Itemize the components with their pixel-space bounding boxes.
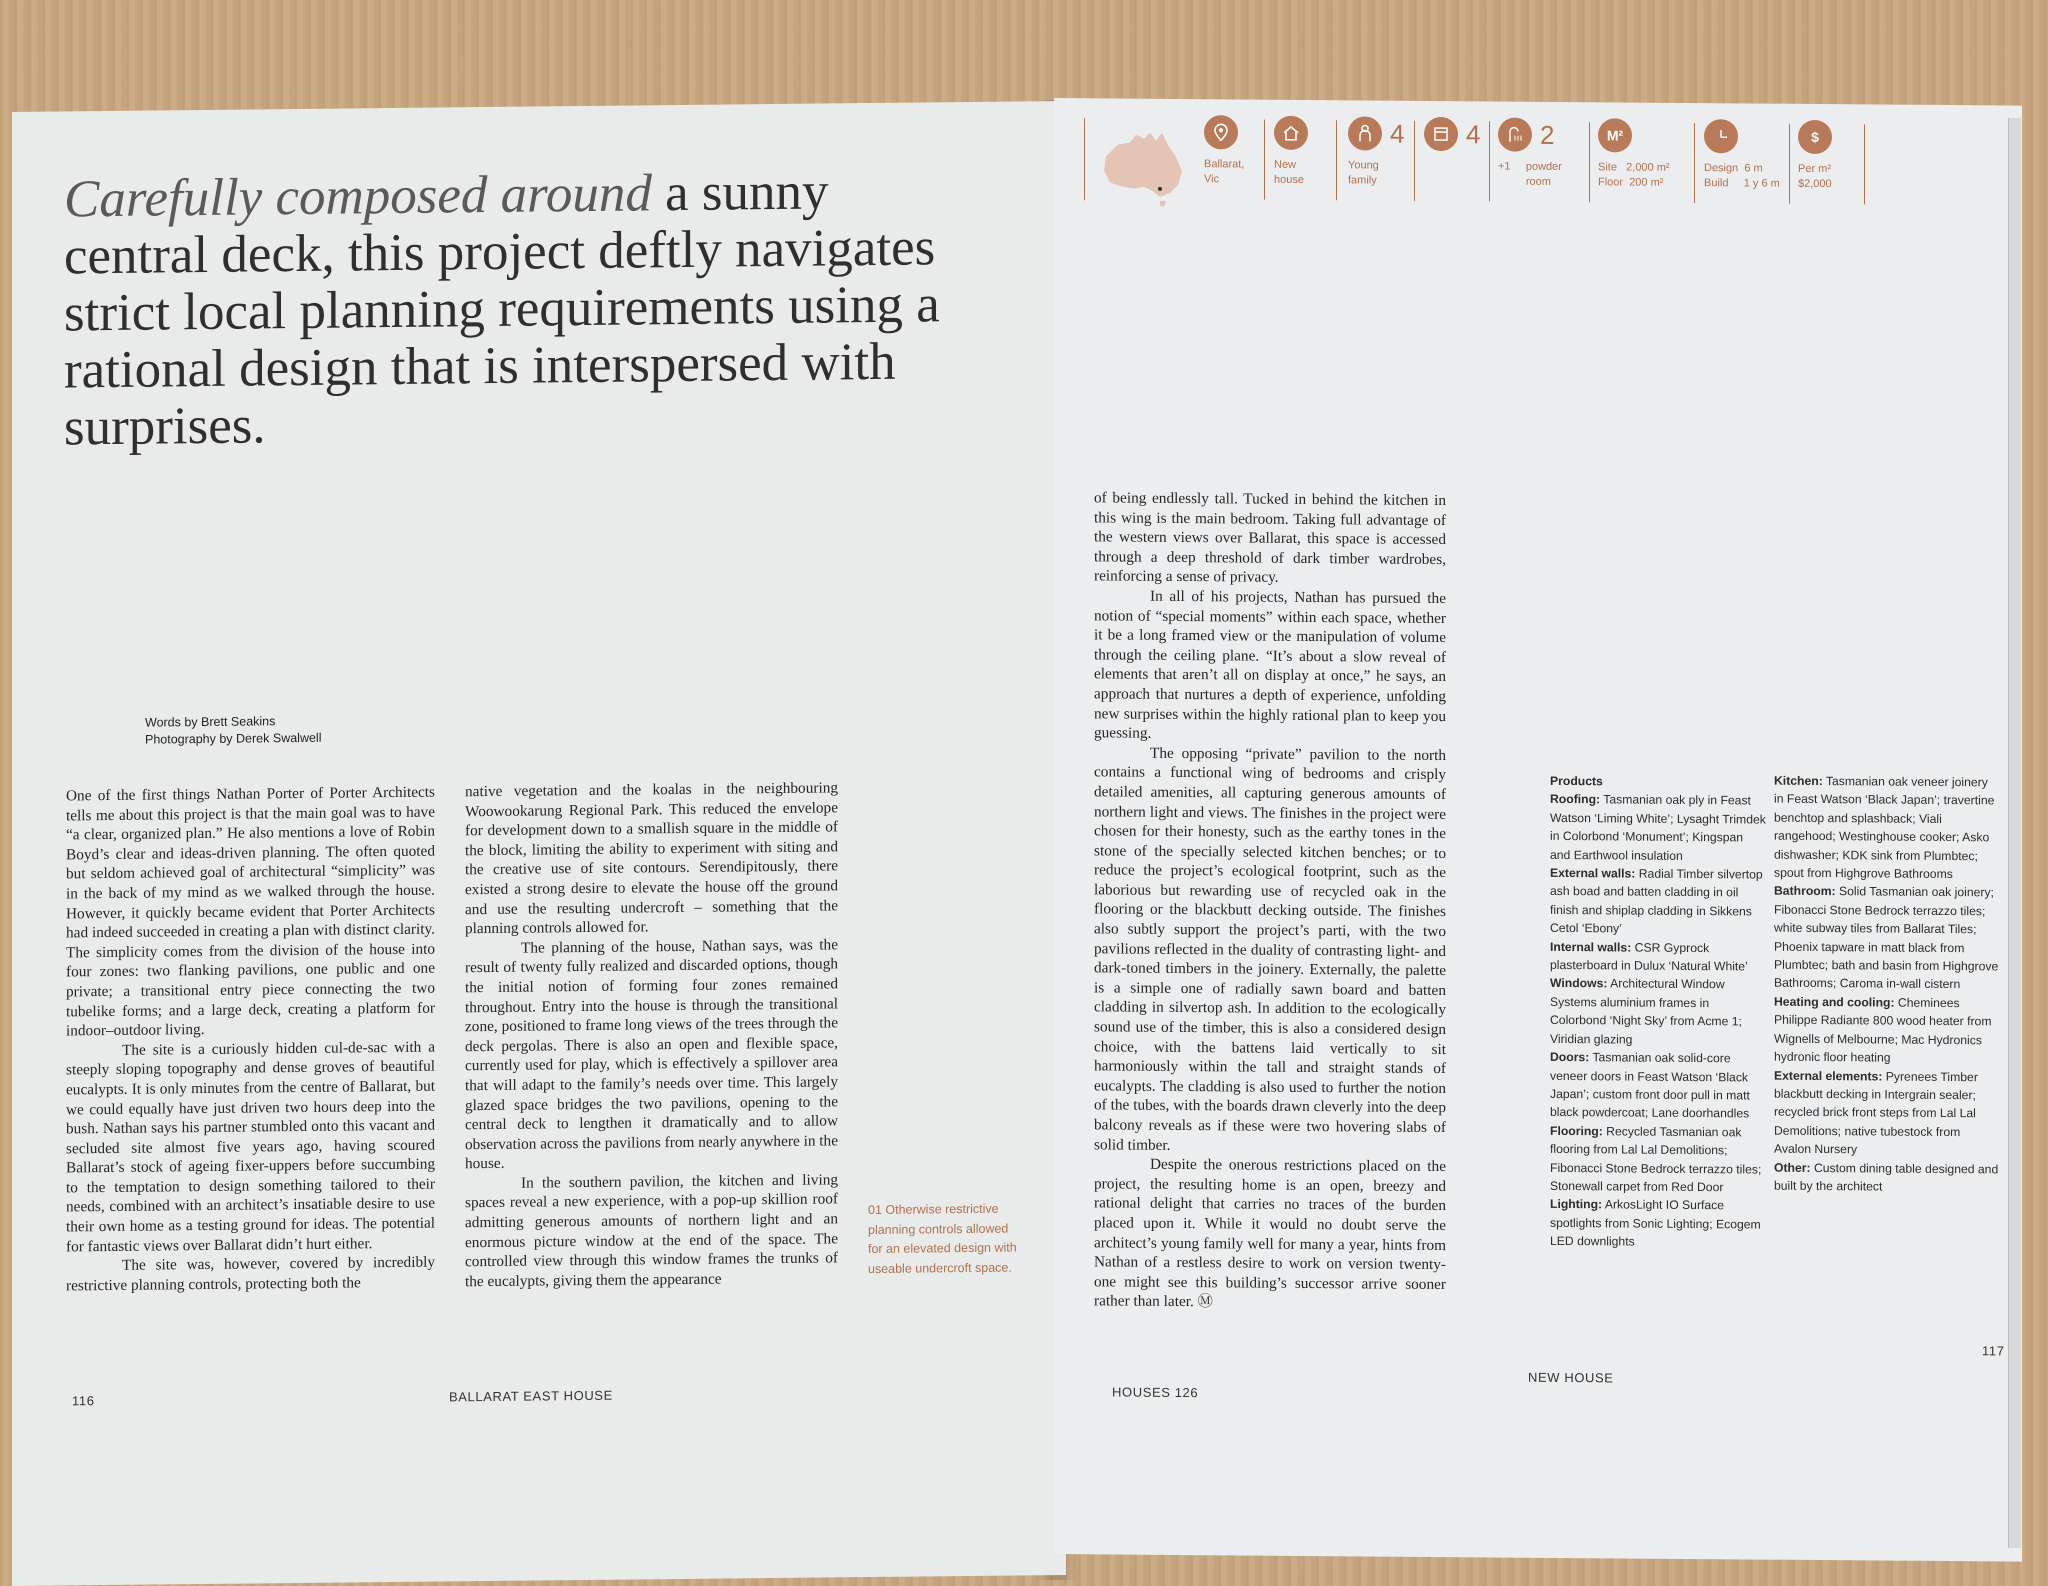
time-values xyxy=(1704,161,1794,192)
cost-fact xyxy=(1798,120,1868,201)
floor-area xyxy=(1598,175,1688,191)
person-icon xyxy=(1348,116,1382,150)
page-number: 116 xyxy=(72,1393,95,1408)
page-edges xyxy=(2008,118,2021,1548)
product-text: Tasmanian oak solid-core veneer doors in Feast Watson ‘Black Japan’; custom front door pull in matt black powdercoat; Lane doorhandles xyxy=(1550,1050,1750,1120)
site-area xyxy=(1598,160,1688,176)
running-title: BALLARAT EAST HOUSE xyxy=(449,1388,613,1405)
product-text: Custom dining table designed and built by the architect xyxy=(1774,1160,1998,1193)
paragraph: The opposing “private” pavilion to the north contains a functional wing of bedrooms and crisply detailed amenities, all capturing generous amounts of northern light and views. The finishes in the project were chosen for their honesty, such as the earthy tones in the stone of the specially selected kitchen benches; or to reduce the project’s ecological footprint, such as the laborious but rewarding use of recycled oak in the flooring or the blackbutt decking outside. The finishes also subtly support the project’s parti, with the two pavilions reflected in the duality of contrasting light- and dark-toned timbers in the joinery. Externally, the palette is a simple one of radially sawn board and batten cladding in silvertop ash. In addition to the ecologically sound use of the timber, this is also a considered design choice, with the battens laid vertically to sit harmoniously within the tall and straight stands of eucalypts. The cladding is also used to further the notion of the tubes, with the boards drawn cleverly into the deep balcony reveals as if these were two hovering slabs of solid timber. xyxy=(1094,743,1446,1157)
build-value: 1 y 6 m xyxy=(1744,177,1780,189)
product-entry xyxy=(1774,772,2000,884)
bathrooms-extra xyxy=(1498,159,1578,190)
occupants-fact xyxy=(1348,116,1408,196)
occupants-label: Young family xyxy=(1348,158,1388,188)
floor-value: 200 m² xyxy=(1629,177,1663,189)
product-entry xyxy=(1774,882,2000,994)
cost-label: Per m² xyxy=(1798,162,1868,178)
location-pin-icon xyxy=(1204,115,1238,149)
bathrooms-count: 2 xyxy=(1540,120,1554,151)
product-text: CSR Gyprock plasterboard in Dulux ‘Natural White’ xyxy=(1550,940,1748,973)
credit-words: Words by Brett Seakins xyxy=(145,713,321,732)
product-label: Windows: xyxy=(1550,976,1607,990)
floor-label: Floor xyxy=(1598,176,1623,188)
product-entry xyxy=(1774,993,2000,1068)
credits xyxy=(145,713,321,749)
divider xyxy=(1489,121,1490,201)
product-entry xyxy=(1550,938,1766,977)
product-entry xyxy=(1550,974,1766,1049)
product-text: Recycled Tasmanian oak flooring from Lal Lal Demolitions; Fibonacci Stone Bedrock terrazzo tiles; Stonewall carpet from Red Door xyxy=(1550,1124,1761,1194)
area-fact xyxy=(1598,118,1688,199)
product-label: Other: xyxy=(1774,1160,1811,1174)
products-list-a xyxy=(1550,772,1766,1252)
bedrooms-fact xyxy=(1424,117,1484,197)
product-label: Internal walls: xyxy=(1550,940,1631,955)
divider xyxy=(1336,120,1337,200)
product-entry xyxy=(1774,1158,2000,1197)
body-column-2 xyxy=(465,778,838,1291)
location-label: Ballarat, Vic xyxy=(1204,157,1254,187)
divider xyxy=(1084,118,1085,200)
location-fact xyxy=(1204,115,1254,195)
paragraph: In the southern pavilion, the kitchen and living spaces reveal a new experience, with a pop-up skillion roof admitting generous amounts of northern light and an enormous picture window at the end of the space. The controlled view through this window frames the trunks of the eucalypts, giving them the appearance xyxy=(465,1170,838,1291)
page-number: 117 xyxy=(1982,1343,2005,1358)
dollar-icon: $ xyxy=(1798,120,1832,154)
divider xyxy=(1789,124,1790,204)
bathrooms-fact xyxy=(1498,117,1578,198)
magazine-folio: HOUSES 126 xyxy=(1112,1384,1198,1400)
cost-value: $2,000 xyxy=(1798,177,1868,193)
shower-icon xyxy=(1498,117,1532,151)
product-label: External elements: xyxy=(1774,1068,1882,1083)
product-entry xyxy=(1550,1048,1766,1123)
powder-room-label: powder room xyxy=(1526,160,1576,190)
area-icon: M² xyxy=(1598,118,1632,152)
product-text: Cheminees Philippe Radiante 800 wood heater from Wignells of Melbourne; Mac Hydronics hydronic floor heating xyxy=(1774,995,1991,1064)
divider xyxy=(1694,123,1695,203)
product-label: Lighting: xyxy=(1550,1197,1602,1211)
products-list-b xyxy=(1774,772,2000,1197)
bed-icon xyxy=(1424,117,1458,151)
paragraph: The site is a curiously hidden cul-de-sac with a steeply sloping topography and dense groves of beautiful eucalypts. It is only minutes from the centre of Ballarat, but we could equally have just driven two hours deep into the bush. Nathan says his partner stumbled onto this vacant and secluded site almost five years ago, having scoured Ballarat’s stock of ageing fixer-uppers before succumbing to the temptation to design something tailored to their needs, combined with an architect’s insatiable desire to use their own home as a testing ground for ideas. The potential for fantastic views over Ballarat didn’t hurt either. xyxy=(66,1037,435,1256)
body-column-3 xyxy=(1094,488,1446,1314)
design-time xyxy=(1704,161,1794,177)
divider xyxy=(1864,124,1865,204)
house-type-label: New house xyxy=(1274,158,1314,188)
credit-photography: Photography by Derek Swalwell xyxy=(145,730,321,749)
headline xyxy=(64,162,944,456)
product-text: Tasmanian oak ply in Feast Watson ‘Liming White’; Lysaght Trimdek in Colorbond ‘Monument’; Kingspan and Earthwool insulation xyxy=(1550,793,1766,863)
product-text: ArkosLight IO Surface spotlights from Sonic Lighting; Ecogem LED downlights xyxy=(1550,1198,1761,1249)
headline-italic: Carefully composed around xyxy=(64,164,652,228)
site-value: 2,000 m² xyxy=(1626,161,1669,173)
product-entry xyxy=(1550,1195,1766,1252)
occupants-count: 4 xyxy=(1390,119,1404,150)
product-entry xyxy=(1550,790,1766,865)
cost-values xyxy=(1798,162,1868,193)
right-page xyxy=(1054,98,2022,1562)
product-entry xyxy=(1774,1066,2000,1160)
product-entry xyxy=(1550,864,1766,939)
site-label: Site xyxy=(1598,161,1617,173)
divider xyxy=(1414,121,1415,201)
product-text: Tasmanian oak veneer joinery in Feast Watson ‘Black Japan’; travertine benchtop and splashback; Viali rangehood; Westinghouse cooker; Asko dishwasher; KDK sink from Plumbtec; spout from Highgrove Bathrooms xyxy=(1774,774,1994,881)
products-heading: Products xyxy=(1550,772,1766,792)
design-value: 6 m xyxy=(1744,162,1762,174)
clock-icon xyxy=(1704,119,1738,153)
product-text: Pyrenees Timber blackbutt decking in Intergrain sealer; recycled brick front steps from Lal Lal Demolitions; native tubestock from Avalon Nursery xyxy=(1774,1069,1978,1156)
area-values xyxy=(1598,160,1688,191)
product-label: External walls: xyxy=(1550,866,1635,881)
paragraph: native vegetation and the koalas in the neighbouring Woowookarung Regional Park. This reduced the envelope for development down to a smallish square in the middle of the block, limiting the ability to experiment with siting and the creative use of site contours. Serendipitously, there existed a strong desire to elevate the house off the ground and use the resulting undercroft – something that the planning controls allowed for. xyxy=(465,778,838,939)
product-label: Doors: xyxy=(1550,1050,1589,1064)
paragraph: The planning of the house, Nathan says, was the result of twenty fully realized and discarded options, though the initial notion of forming four zones remained throughout. Entry into the house is through the transitional zone, positioned to frame long views of the trees through the deck pergolas. There is also an open and flexible space, currently used for play, which is effectively a spillover area that will adapt to the family’s needs over time. This largely glazed space bridges the two pavilions, opening to the central deck to lengthen it dramatically and to allow observation across the pavilions from nearly anywhere in the house. xyxy=(465,935,838,1174)
paragraph: The site was, however, covered by incredibly restrictive planning controls, protecting both the xyxy=(66,1253,435,1296)
product-label: Bathroom: xyxy=(1774,884,1836,898)
australia-map-icon xyxy=(1098,126,1188,207)
product-label: Kitchen: xyxy=(1774,774,1823,788)
divider xyxy=(1264,120,1265,200)
bedrooms-count: 4 xyxy=(1466,119,1480,150)
product-text: Radial Timber silvertop ash boad and batten cladding in oil finish and shiplap cladding in Sikkens Cetol ‘Ebony’ xyxy=(1550,867,1763,936)
project-facts-bar xyxy=(1084,114,1984,211)
image-caption: 01 Otherwise restrictive planning controls allowed for an elevated design with useable undercroft space. xyxy=(868,1199,1018,1279)
product-label: Heating and cooling: xyxy=(1774,995,1895,1010)
headline-rest: a sunny central deck, this project deftly navigates strict local planning requirements using a rational design that is interspersed with surprises. xyxy=(64,162,940,456)
paragraph: of being endlessly tall. Tucked in behind the kitchen in this wing is the main bedroom. Taking full advantage of the western views over Ballarat, this space is accessed through a deep threshold of dark timber wardrobes, reinforcing a sense of privacy. xyxy=(1094,488,1446,589)
house-icon xyxy=(1274,116,1308,150)
bathrooms-plus: +1 xyxy=(1498,160,1511,172)
running-title: NEW HOUSE xyxy=(1528,1370,1614,1386)
paragraph: Despite the onerous restrictions placed on the project, the resulting home is an open, breezy and rational delight that carries no traces of the burden placed upon it. While it would no doubt serve the architect’s young family well for many a year, hints from Nathan of a restless desire to work on version twenty-one might see this building’s successor arrive sooner rather than later. Ⓜ xyxy=(1094,1155,1446,1315)
product-entry xyxy=(1550,1122,1766,1197)
product-text: Solid Tasmanian oak joinery; Fibonacci Stone Bedrock terrazzo tiles; white subway tiles from Ballarat Tiles; Phoenix tapware in matt black from Plumbtec; bath and basin from Highgrove Bathrooms; Caroma in-wall cistern xyxy=(1774,885,1998,992)
build-label: Build xyxy=(1704,177,1728,189)
body-column-1 xyxy=(66,783,435,1296)
design-label: Design xyxy=(1704,162,1738,174)
house-type-fact xyxy=(1274,116,1314,196)
product-label: Flooring: xyxy=(1550,1124,1603,1138)
product-text: Architectural Window Systems aluminium frames in Colorbond ‘Night Sky’ from Acme 1; Viridian glazing xyxy=(1550,977,1742,1046)
paragraph: One of the first things Nathan Porter of Porter Architects tells me about this project is that the main goal was to have “a clear, organized plan.” He also mentions a love of Robin Boyd’s clear and ideas-driven planning. The often quoted but seldom achieved goal of architectural “simplicity” was in the back of my mind as we walked through the house. However, it quickly became evident that Porter Architects had indeed succeeded in creating a plan with distinct clarity. The simplicity comes from the division of the house into four zones: two flanking pavilions, one public and one private; a transitional entry piece connecting the two tubelike forms; and a large deck, creating a platform for indoor–outdoor living. xyxy=(66,783,435,1042)
time-fact xyxy=(1704,119,1794,200)
left-page xyxy=(12,101,1066,1586)
paragraph: In all of his projects, Nathan has pursued the notion of “special moments” within each space, whether it be a long framed view or the manipulation of volume through the ceiling plane. “It’s about a slow reveal of elements that aren’t all on display at once,” he says, an approach that nurtures a depth of experience, unfolding new surprises within the highly rational plan to keep you guessing. xyxy=(1094,586,1446,746)
divider xyxy=(1589,122,1590,202)
product-label: Roofing: xyxy=(1550,792,1600,806)
build-time xyxy=(1704,176,1794,192)
